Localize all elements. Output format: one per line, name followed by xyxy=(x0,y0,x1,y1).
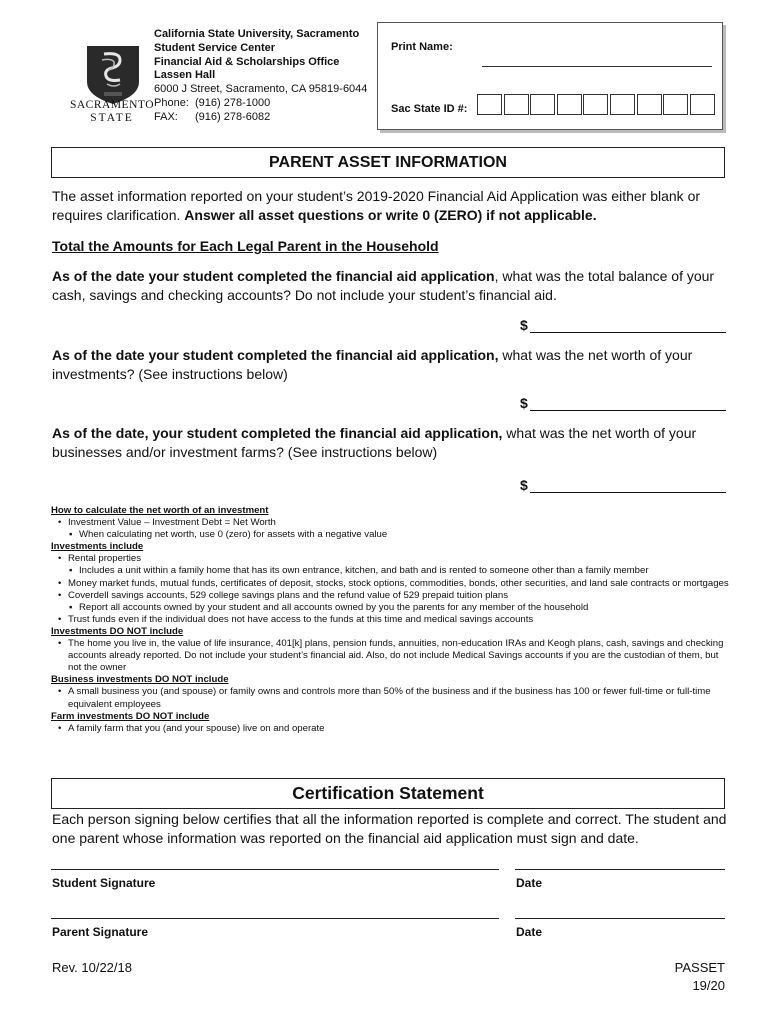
list-subitem: ▪ Report all accounts owned by your student and all accounts owned by you the parents for any member of the household xyxy=(51,602,731,614)
amount-line xyxy=(530,478,726,493)
revision-date: Rev. 10/22/18 xyxy=(52,960,132,975)
amount-line xyxy=(530,318,726,333)
street-address: 6000 J Street, Sacramento, CA 95819-6044 xyxy=(154,83,368,96)
businesses-amount-field[interactable] xyxy=(520,477,726,493)
student-date-label: Date xyxy=(516,876,543,890)
question-text: what was the net worth of your investments? (See instructions below) xyxy=(52,347,693,382)
phone-label: Phone: xyxy=(154,96,189,109)
student-signature-label: Student Signature xyxy=(52,876,156,890)
logo-text-sacramento: SACRAMENTO xyxy=(69,99,155,111)
student-date-line[interactable] xyxy=(515,869,725,870)
question-lead: As of the date your student completed the financial aid application, xyxy=(52,347,499,363)
sac-state-id-field[interactable] xyxy=(477,94,716,115)
id-digit-box[interactable] xyxy=(504,94,529,115)
parent-signature-label: Parent Signature xyxy=(52,925,149,939)
dollar-sign: $ xyxy=(520,477,528,493)
certification-title: Certification Statement xyxy=(51,778,725,809)
business-exclude-heading: Business investments DO NOT include xyxy=(51,674,229,686)
investments-amount-field[interactable] xyxy=(520,395,726,411)
id-digit-box[interactable] xyxy=(477,94,502,115)
page-title: PARENT ASSET INFORMATION xyxy=(51,147,725,178)
university-name: California State University, Sacramento xyxy=(154,28,360,40)
office-name: Financial Aid & Scholarships Office xyxy=(154,55,340,68)
print-name-label: Print Name: xyxy=(391,41,453,53)
question-text: what was the net worth of your businesses and/or investment farms? (See instructions below) xyxy=(52,425,697,460)
fax-label: FAX: xyxy=(154,110,178,123)
dollar-sign: $ xyxy=(520,317,528,333)
question-cash-savings xyxy=(52,267,732,304)
fax-line xyxy=(154,111,367,125)
building-name: Lassen Hall xyxy=(154,69,216,82)
parent-date-line[interactable] xyxy=(515,918,725,919)
certification-text: Each person signing below certifies that all the information reported is complete and correct. The student and one parent whose information was reported on the financial aid application must sign and date. xyxy=(52,811,727,846)
total-amounts-heading: Total the Amounts for Each Legal Parent in the Household xyxy=(52,238,439,254)
list-item: • Trust funds even if the individual does not have access to the funds at this time and medical savings accounts xyxy=(51,614,731,626)
amount-line xyxy=(530,396,726,411)
print-name-field[interactable] xyxy=(482,66,712,67)
fax-number: (916) 278-6082 xyxy=(195,110,271,123)
question-businesses xyxy=(52,424,732,461)
logo-text-state: STATE xyxy=(90,112,134,124)
parent-signature-line[interactable] xyxy=(51,918,499,919)
center-name: Student Service Center xyxy=(154,41,276,54)
id-digit-box[interactable] xyxy=(663,94,688,115)
id-digit-box[interactable] xyxy=(557,94,582,115)
list-item: • Coverdell savings accounts, 529 college savings plans and the refund value of 529 prepaid tuition plans xyxy=(51,590,731,602)
dollar-sign: $ xyxy=(520,395,528,411)
phone-number: (916) 278-1000 xyxy=(195,96,271,109)
question-investments xyxy=(52,346,732,383)
student-signature-line[interactable] xyxy=(51,869,499,870)
id-digit-box[interactable] xyxy=(637,94,662,115)
phone-line xyxy=(154,97,367,111)
intro-paragraph xyxy=(52,187,732,224)
sac-state-id-label: Sac State ID #: xyxy=(391,103,468,115)
question-lead: As of the date your student completed the financial aid application xyxy=(52,268,495,284)
cash-savings-amount-field[interactable] xyxy=(520,317,726,333)
how-to-heading: How to calculate the net worth of an investment xyxy=(51,505,269,516)
id-digit-box[interactable] xyxy=(583,94,608,115)
investments-include-heading: Investments include xyxy=(51,541,144,553)
form-code: PASSET xyxy=(674,960,725,975)
list-subitem: ▪ When calculating net worth, use 0 (zero) for assets with a negative value xyxy=(51,529,731,541)
intro-text: The asset information reported on your student’s 2019-2020 Financial Aid Application was either blank or requires clarification. xyxy=(52,188,701,223)
list-item: • The home you live in, the value of life insurance, 401[k] plans, pension funds, annuities, non-education IRAs and Keogh plans, cash, savings and checking accounts already reported. Do not include your student’s financial aid. Also, do not include Medical Savings accounts if you are the custodian of them, but not the owner xyxy=(51,638,731,674)
list-item: • Rental properties xyxy=(51,553,731,565)
parent-date-label: Date xyxy=(516,925,543,939)
list-item: • Money market funds, mutual funds, certificates of deposit, stocks, stock options, commodities, bonds, other securities, and land sale contracts or mortgages xyxy=(51,578,731,590)
id-digit-box[interactable] xyxy=(610,94,635,115)
list-item: • Investment Value – Investment Debt = Net Worth xyxy=(51,517,731,529)
office-address xyxy=(154,28,367,125)
question-lead: As of the date, your student completed the financial aid application, xyxy=(52,425,503,441)
id-digit-box[interactable] xyxy=(690,94,715,115)
list-subitem: ▪ Includes a unit within a family home that has its own entrance, kitchen, and bath and is rented to someone other than a family member xyxy=(51,565,731,577)
farm-exclude-heading: Farm investments DO NOT include xyxy=(51,710,210,722)
instructions-section xyxy=(51,505,731,735)
investments-exclude-heading: Investments DO NOT include xyxy=(51,625,184,637)
list-item: • A small business you (and spouse) or family owns and controls more than 50% of the business and if the business has 100 or fewer full-time or full-time equivalent employees xyxy=(51,686,731,710)
aid-year: 19/20 xyxy=(692,978,725,993)
intro-instruction: Answer all asset questions or write 0 (ZERO) if not applicable. xyxy=(184,206,597,223)
id-digit-box[interactable] xyxy=(530,94,555,115)
question-text: , what was the total balance of your cash, savings and checking accounts? Do not include your student’s financial aid. xyxy=(52,268,715,303)
list-item: • A family farm that you (and your spouse) live on and operate xyxy=(51,723,731,735)
